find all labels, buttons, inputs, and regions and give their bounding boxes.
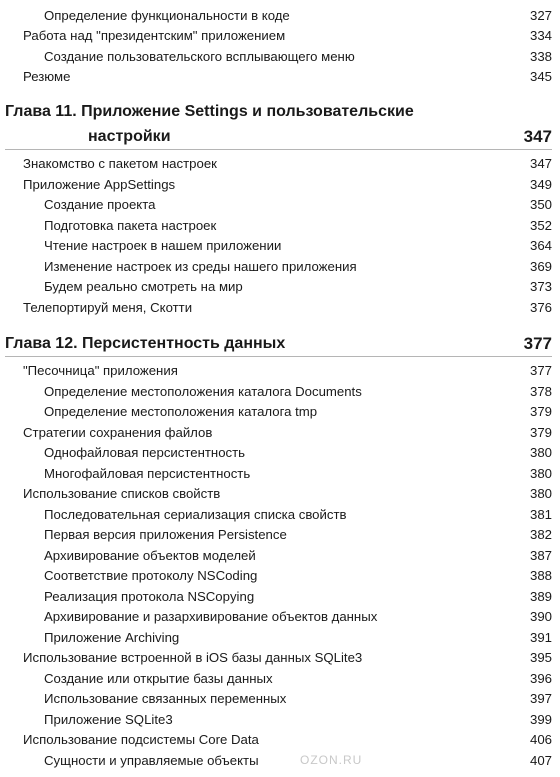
toc-entry-title: Однофайловая персистентность [44, 445, 246, 460]
toc-entry-title: Приложение AppSettings [23, 176, 176, 192]
toc-entry [0, 402, 560, 422]
toc-entry [0, 26, 560, 46]
toc-entry-title: Определение местоположения каталога tmp [44, 404, 318, 419]
toc-entry [0, 710, 560, 730]
toc-entry-title: Чтение настроек в нашем приложении [44, 238, 282, 253]
toc-entry-title: Изменение настроек из среды нашего приложения [44, 258, 357, 274]
toc-entry-page: 364 [529, 238, 552, 253]
toc-entry-page: 395 [529, 650, 552, 665]
toc-entry [0, 751, 560, 771]
toc-entry-page: 349 [529, 176, 552, 192]
chapter-12-title: Глава 12. Персистентность данных [5, 335, 286, 352]
toc-entry-title: Соответствие протоколу NSCoding [44, 568, 258, 583]
toc-entry-page: 377 [529, 363, 552, 378]
toc-entry-page: 389 [529, 588, 552, 604]
toc-entry-title: Архивирование объектов моделей [44, 547, 256, 563]
toc-entry-page: 391 [529, 629, 552, 645]
toc-entry-page: 397 [529, 691, 552, 706]
toc-entry [0, 505, 560, 525]
toc-entry-page: 381 [529, 506, 552, 522]
toc-entry-title: Определение местоположения каталога Documents [44, 383, 362, 399]
toc-entry [0, 277, 560, 297]
chapter-11-page: 347 [523, 127, 552, 146]
toc-entry-title: Будем реально смотреть на мир [44, 279, 243, 294]
toc-entry-title: Резюме [23, 68, 71, 84]
toc-entry-page: 380 [529, 465, 552, 481]
toc-entry [0, 361, 560, 381]
toc-entry-page: 334 [529, 28, 552, 44]
toc-entry-title: Первая версия приложения Persistence [44, 527, 287, 542]
toc-entry-page: 379 [529, 404, 552, 419]
toc-entry-title: Создание пользовательского всплывающего меню [44, 48, 355, 64]
toc-entry-title: Подготовка пакета настроек [44, 217, 217, 233]
toc-entry-page: 388 [529, 568, 552, 583]
toc-entry-title: Использование списков свойств [23, 486, 221, 501]
toc-entry-page: 345 [529, 68, 552, 84]
toc-entry-page: 407 [529, 752, 552, 768]
toc-entry [0, 195, 560, 215]
toc-entry [0, 546, 560, 566]
watermark: OZON.RU [300, 753, 363, 767]
toc-entry [0, 298, 560, 318]
toc-entry [0, 216, 560, 236]
toc-entry-page: 387 [529, 547, 552, 563]
toc-entry-page: 350 [529, 197, 552, 212]
toc-entry-page: 347 [529, 156, 552, 171]
toc-entry-page: 369 [529, 258, 552, 274]
toc-entry [0, 154, 560, 174]
toc-entry-page: 327 [529, 8, 552, 23]
toc-entry [0, 47, 560, 67]
chapter-12-page: 377 [523, 334, 552, 353]
toc-entry-title: Использование встроенной в iOS базы данных SQLite3 [23, 650, 363, 665]
toc-entry-page: 390 [529, 609, 552, 624]
chapter-12-rule [5, 356, 552, 357]
chapter-11-title-line1: Глава 11. Приложение Settings и пользовательские [5, 103, 414, 120]
toc-entry [0, 648, 560, 668]
toc-entry-page: 338 [529, 48, 552, 64]
toc-entry-title: Реализация протокола NSCopying [44, 588, 255, 604]
toc-entry [0, 423, 560, 443]
toc-entry-title: Работа над "президентским" приложением [23, 28, 286, 44]
toc-entry-title: Приложение Archiving [44, 629, 180, 645]
toc-entry [0, 382, 560, 402]
toc-entry [0, 607, 560, 627]
toc-entry-title: Многофайловая персистентность [44, 465, 251, 481]
toc-entry-page: 373 [529, 279, 552, 294]
toc-entry [0, 257, 560, 277]
chapter-11-rule [5, 149, 552, 150]
toc-entry-page: 382 [529, 527, 552, 542]
toc-entry-page: 380 [529, 445, 552, 460]
toc-entry-title: Телепортируй меня, Скотти [23, 299, 193, 315]
toc-entry [0, 730, 560, 750]
toc-entry [0, 175, 560, 195]
toc-entry [0, 689, 560, 709]
toc-entry-page: 379 [529, 424, 552, 440]
toc-entry-title: Сущности и управляемые объекты [44, 752, 259, 768]
toc-entry [0, 484, 560, 504]
toc-entry [0, 67, 560, 87]
toc-entry [0, 628, 560, 648]
toc-entry [0, 525, 560, 545]
toc-entry-page: 396 [529, 670, 552, 686]
toc-entry-page: 376 [529, 299, 552, 315]
toc-entry-title: Использование связанных переменных [44, 691, 287, 706]
toc-entry [0, 587, 560, 607]
toc-entry-title: Стратегии сохранения файлов [23, 424, 213, 440]
toc-entry-title: Создание проекта [44, 197, 156, 212]
toc-entry-page: 399 [529, 711, 552, 727]
toc-entry-title: Определение функциональности в коде [44, 8, 290, 23]
toc-entry-page: 352 [529, 217, 552, 233]
chapter-11-heading [0, 101, 560, 151]
chapter-11-title-line2: настройки [88, 128, 171, 145]
toc-entry [0, 6, 560, 26]
toc-entry-title: "Песочница" приложения [23, 363, 178, 378]
toc-entry-title: Создание или открытие базы данных [44, 670, 273, 686]
toc-entry-title: Знакомство с пакетом настроек [23, 156, 217, 171]
toc-entry-page: 380 [529, 486, 552, 501]
toc-entry [0, 236, 560, 256]
toc-entry-title: Архивирование и разархивирование объектов данных [44, 609, 378, 624]
toc-entry-page: 378 [529, 383, 552, 399]
toc-entry-title: Последовательная сериализация списка свойств [44, 506, 347, 522]
toc-entry [0, 566, 560, 586]
toc-entry-title: Использование подсистемы Core Data [23, 732, 259, 747]
toc-entry [0, 464, 560, 484]
toc-entry-page: 406 [529, 732, 552, 747]
toc-entry-title: Приложение SQLite3 [44, 711, 173, 727]
toc-entry [0, 669, 560, 689]
chapter-12-heading [0, 333, 560, 357]
toc-entry [0, 443, 560, 463]
